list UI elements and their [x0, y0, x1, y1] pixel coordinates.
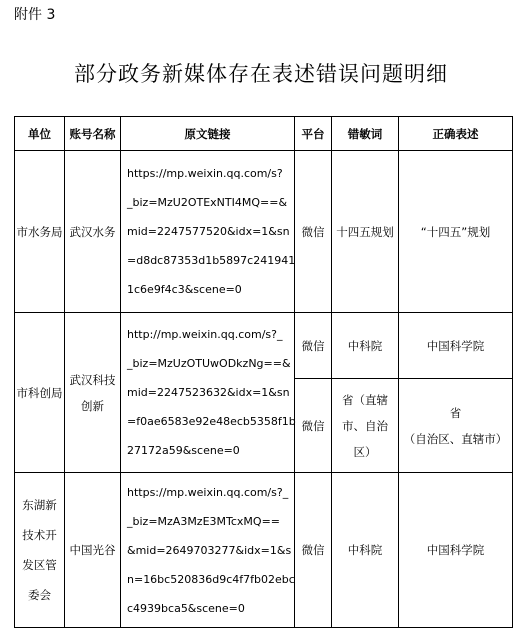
cell-account: [65, 313, 121, 473]
table-row: [15, 473, 513, 628]
cell-unit: [15, 473, 65, 628]
link-line[interactable]: &mid=2649703277&idx=1&s: [127, 543, 292, 557]
cell-correct: 中国科学院: [399, 473, 513, 628]
account-text: 武汉科技创新: [69, 372, 116, 413]
table-row: [15, 151, 513, 313]
cell-platform: 微信: [295, 473, 332, 628]
link-line[interactable]: 27172a59&scene=0: [127, 444, 240, 457]
link-line[interactable]: 1c6e9f4c3&scene=0: [127, 283, 242, 296]
cell-error: 中科院: [332, 473, 399, 628]
link-line[interactable]: =f0ae6583e92e48ecb5358f1b: [127, 415, 296, 428]
cell-error: 十四五规划: [332, 151, 399, 313]
column-header-unit: 单位: [15, 117, 65, 151]
link-line[interactable]: =d8dc87353d1b5897c241941: [127, 254, 296, 267]
link-line[interactable]: https://mp.weixin.qq.com/s?: [127, 167, 283, 180]
cell-platform: 微信: [295, 151, 332, 313]
cell-unit: 市科创局: [15, 313, 65, 473]
cell-platform: 微信: [295, 313, 332, 379]
cell-account: 武汉水务: [65, 151, 121, 313]
link-line[interactable]: _biz=MzU2OTExNTI4MQ==&: [127, 196, 288, 209]
error-text: 省（直辖市、自治区）: [342, 392, 388, 459]
cell-unit: 市水务局: [15, 151, 65, 313]
cell-error: 中科院: [332, 313, 399, 379]
table-header-row: [15, 117, 513, 151]
correct-text-line2: （自治区、直辖市）: [403, 431, 508, 446]
link-line[interactable]: _biz=MzUzOTUwODkzNg==&: [127, 357, 291, 370]
link-line[interactable]: c4939bca5&scene=0: [127, 601, 245, 615]
cell-correct: 中国科学院: [399, 313, 513, 379]
cell-correct: “十四五”规划: [399, 151, 513, 313]
attachment-label: 附件 3: [14, 7, 56, 23]
cell-link[interactable]: [121, 151, 295, 313]
document-title: 部分政务新媒体存在表述错误问题明细: [74, 62, 448, 86]
column-header-correct: 正确表述: [399, 117, 513, 151]
issues-table: [14, 116, 513, 628]
link-line[interactable]: mid=2247523632&idx=1&sn: [127, 386, 290, 399]
link-line[interactable]: _biz=MzA3MzE3MTcxMQ==: [127, 514, 281, 528]
cell-correct: [399, 379, 513, 473]
unit-text: 东湖新技术开发区管委会: [22, 498, 57, 602]
column-header-link: 原文链接: [121, 117, 295, 151]
cell-account: 中国光谷: [65, 473, 121, 628]
link-line[interactable]: https://mp.weixin.qq.com/s?_: [127, 485, 289, 499]
column-header-error: 错敏词: [332, 117, 399, 151]
link-line[interactable]: mid=2247577520&idx=1&sn: [127, 225, 290, 238]
column-header-platform: 平台: [295, 117, 332, 151]
cell-platform: 微信: [295, 379, 332, 473]
column-header-account: 账号名称: [65, 117, 121, 151]
cell-error: [332, 379, 399, 473]
link-line[interactable]: http://mp.weixin.qq.com/s?_: [127, 328, 283, 341]
cell-link[interactable]: [121, 313, 295, 473]
cell-link[interactable]: [121, 473, 295, 628]
table-row: [15, 313, 513, 379]
correct-text-line1: 省: [449, 405, 462, 420]
link-line[interactable]: n=16bc520836d9c4f7fb02ebc: [127, 572, 295, 586]
